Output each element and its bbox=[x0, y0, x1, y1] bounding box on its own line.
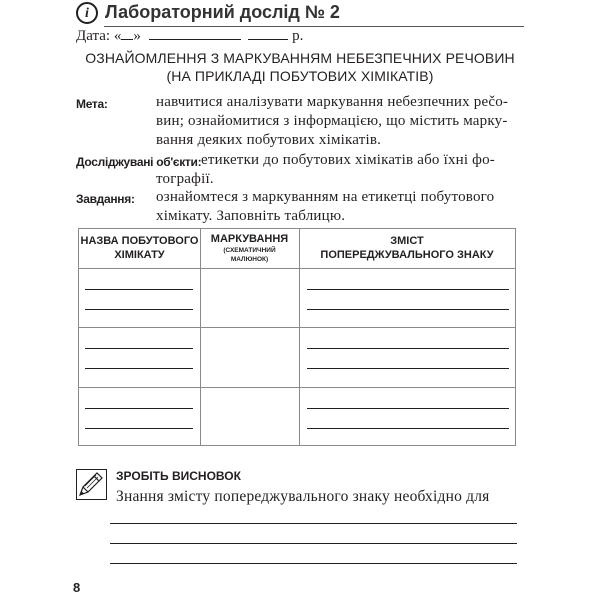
conclusion-answer-line[interactable] bbox=[110, 523, 517, 524]
date-quote-close: » bbox=[133, 28, 141, 44]
conclusion-answer-line[interactable] bbox=[110, 563, 517, 564]
column-header-marking: МАРКУВАННЯ (СХЕМАТИЧНИЙ МАЛЮНОК) bbox=[210, 233, 289, 263]
objects-text-line-1: етикетки до побутових хімікатів або їхні фо- bbox=[201, 152, 495, 168]
meaning-answer-line[interactable] bbox=[307, 348, 509, 349]
name-answer-line[interactable] bbox=[85, 348, 193, 349]
objects-text-line-2: тографії. bbox=[156, 171, 214, 187]
column-header-meaning: ЗМІСТ ПОПЕРЕДЖУВАЛЬНОГО ЗНАКУ bbox=[320, 235, 494, 261]
goal-label: Мета: bbox=[76, 97, 108, 111]
conclusion-prompt: Знання змісту попереджувального знаку необхідно для bbox=[116, 488, 490, 505]
lab-title: Лабораторний дослід № 2 bbox=[105, 2, 340, 22]
meaning-answer-line[interactable] bbox=[307, 428, 509, 429]
year-suffix: р. bbox=[292, 28, 304, 44]
task-text-line-2: хімікату. Заповніть таблицю. bbox=[156, 208, 346, 224]
conclusion-heading: ЗРОБІТЬ ВИСНОВОК bbox=[116, 469, 241, 483]
table-header-divider bbox=[79, 268, 515, 269]
name-answer-line[interactable] bbox=[85, 428, 193, 429]
objects-label: Досліджувані об'єкти: bbox=[76, 155, 202, 169]
table-row-divider bbox=[79, 327, 515, 328]
experiment-title-line-2: (НА ПРИКЛАДІ ПОБУТОВИХ ХІМІКАТІВ) bbox=[166, 68, 434, 84]
goal-text-line-2: вин; ознайомитися з інформацією, що містить марку- bbox=[156, 113, 508, 129]
day-blank[interactable] bbox=[121, 27, 133, 40]
meaning-answer-line[interactable] bbox=[307, 309, 509, 310]
pencil-icon bbox=[76, 469, 107, 500]
year-blank[interactable] bbox=[248, 27, 288, 40]
conclusion-answer-line[interactable] bbox=[110, 543, 517, 544]
date-row bbox=[76, 27, 303, 45]
meaning-answer-line[interactable] bbox=[307, 289, 509, 290]
name-answer-line[interactable] bbox=[85, 408, 193, 409]
marking-table bbox=[78, 228, 516, 446]
goal-text-line-1: навчитися аналізувати маркування небезпечних рečо- bbox=[156, 94, 509, 110]
task-label: Завдання: bbox=[76, 192, 135, 206]
name-answer-line[interactable] bbox=[85, 309, 193, 310]
page-number: 8 bbox=[73, 580, 81, 595]
goal-text-line-3: вання деяких побутових хімікатів. bbox=[156, 132, 382, 148]
column-header-name: НАЗВА ПОБУТОВОГО ХІМІКАТУ bbox=[80, 235, 199, 261]
table-row-divider bbox=[79, 387, 515, 388]
month-blank[interactable] bbox=[149, 27, 241, 40]
date-quote-open: « bbox=[113, 28, 122, 44]
name-answer-line[interactable] bbox=[85, 289, 193, 290]
task-text-line-1: ознайомтеся з маркуванням на етикетці побутового bbox=[156, 189, 495, 205]
experiment-title-line-1: ОЗНАЙОМЛЕННЯ З МАРКУВАННЯМ НЕБЕЗПЕЧНИХ РЕЧОВИН bbox=[85, 50, 515, 66]
meaning-answer-line[interactable] bbox=[307, 408, 509, 409]
info-icon: i bbox=[76, 2, 98, 24]
date-label: Дата: bbox=[76, 28, 111, 44]
name-answer-line[interactable] bbox=[85, 368, 193, 369]
meaning-answer-line[interactable] bbox=[307, 368, 509, 369]
